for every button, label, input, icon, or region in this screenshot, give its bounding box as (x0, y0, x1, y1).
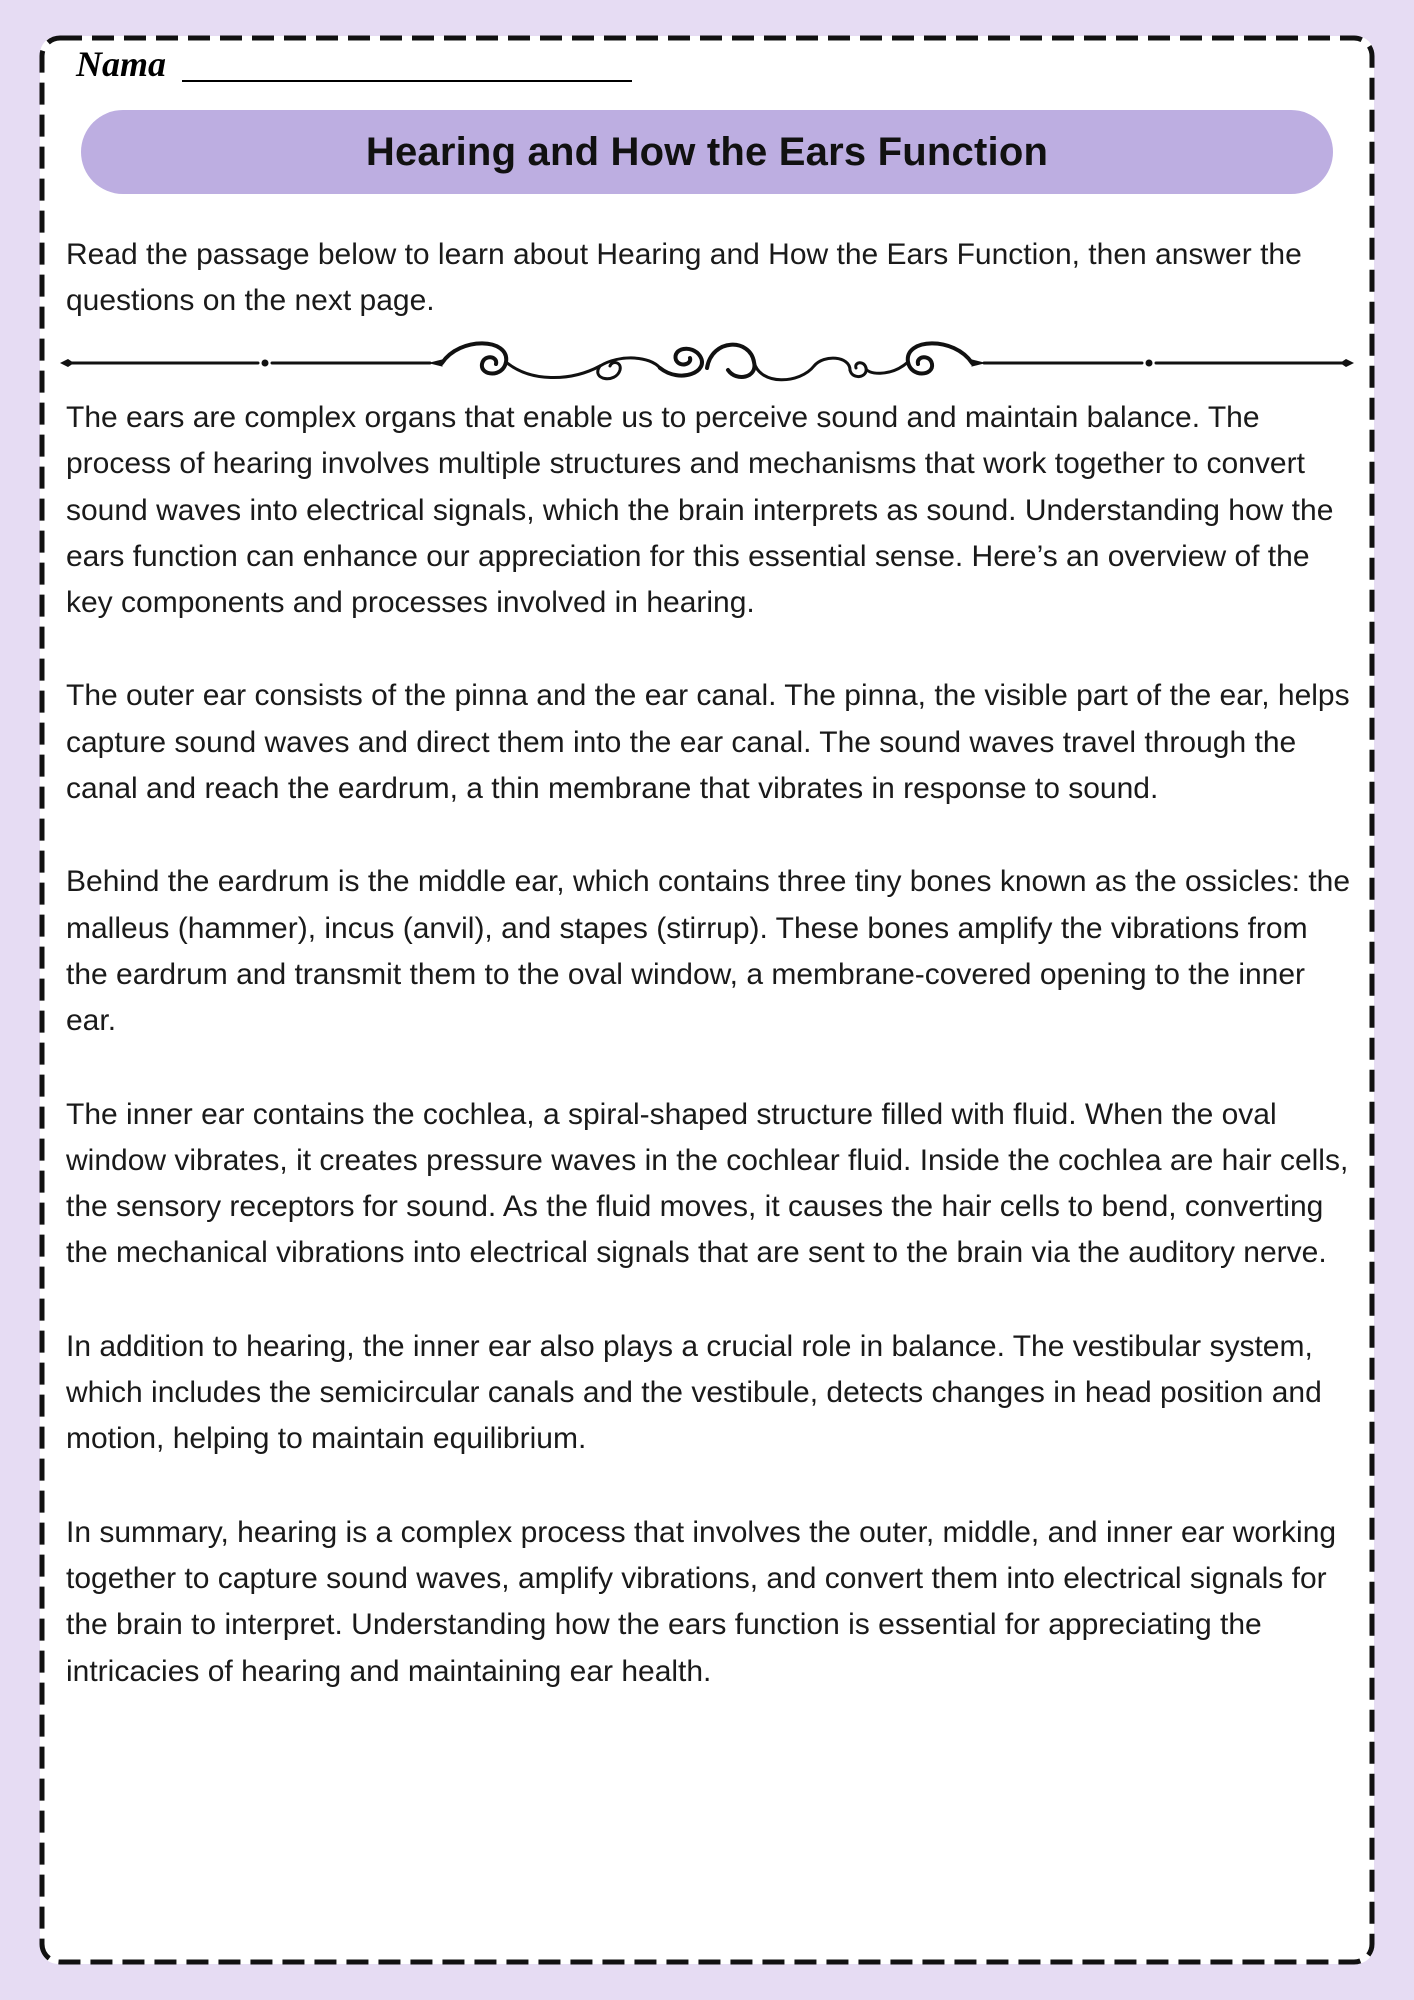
name-label: Nama (76, 44, 166, 84)
intro-instructions: Read the passage below to learn about Hearing and How the Ears Function, then answer the questions on the next page. (66, 238, 1302, 317)
passage-paragraph-5: In addition to hearing, the inner ear also plays a crucial role in balance. The vestibular system, which includes the semicircular canals and the vestibule, detects changes in head position and motion, helping to maintain equilibrium. (66, 1329, 1322, 1456)
passage-paragraph-1: The ears are complex organs that enable us to perceive sound and maintain balance. The process of hearing involves multiple structures and mechanisms that work together to convert sound waves into electrical signals, which the brain interprets as sound. Understanding how the ears function can enhance our appreciation for this essential sense. Here’s an overview of the key components and processes involved in hearing. (66, 401, 1334, 620)
page-title: Hearing and How the Ears Function (365, 129, 1049, 174)
passage-paragraph-4: The inner ear contains the cochlea, a spiral-shaped structure filled with fluid. When the oval window vibrates, it creates pressure waves in the cochlear fluid. Inside the cochlea are hair cells, the sensory receptors for sound. As the fluid moves, it causes the hair cells to bend, converting the mechanical vibrations into electrical signals that are sent to the brain via the auditory nerve. (66, 1097, 1349, 1270)
passage-paragraph-2: The outer ear consists of the pinna and the ear canal. The pinna, the visible part of the ear, helps capture sound waves and direct them into the ear canal. The sound waves travel through the canal and reach the eardrum, a thin membrane that vibrates in response to sound. (66, 679, 1350, 806)
name-field (76, 44, 632, 84)
name-blank-line[interactable] (182, 80, 632, 82)
passage-paragraph-3: Behind the eardrum is the middle ear, which contains three tiny bones known as the ossicles: the malleus (hammer), incus (anvil), and stapes (stirrup). These bones amplify the vibrations from the eardrum and transmit them to the oval window, a membrane-covered opening to the inner ear. (66, 865, 1351, 1038)
reading-passage (66, 395, 1356, 1742)
title-banner (81, 110, 1333, 194)
ornamental-divider (60, 326, 1354, 396)
passage-paragraph-6: In summary, hearing is a complex process that involves the outer, middle, and inner ear working together to capture sound waves, amplify vibrations, and convert them into electrical signals for the brain to interpret. Understanding how the ears function is essential for appreciating the intricacies of hearing and maintaining ear health. (66, 1515, 1337, 1688)
